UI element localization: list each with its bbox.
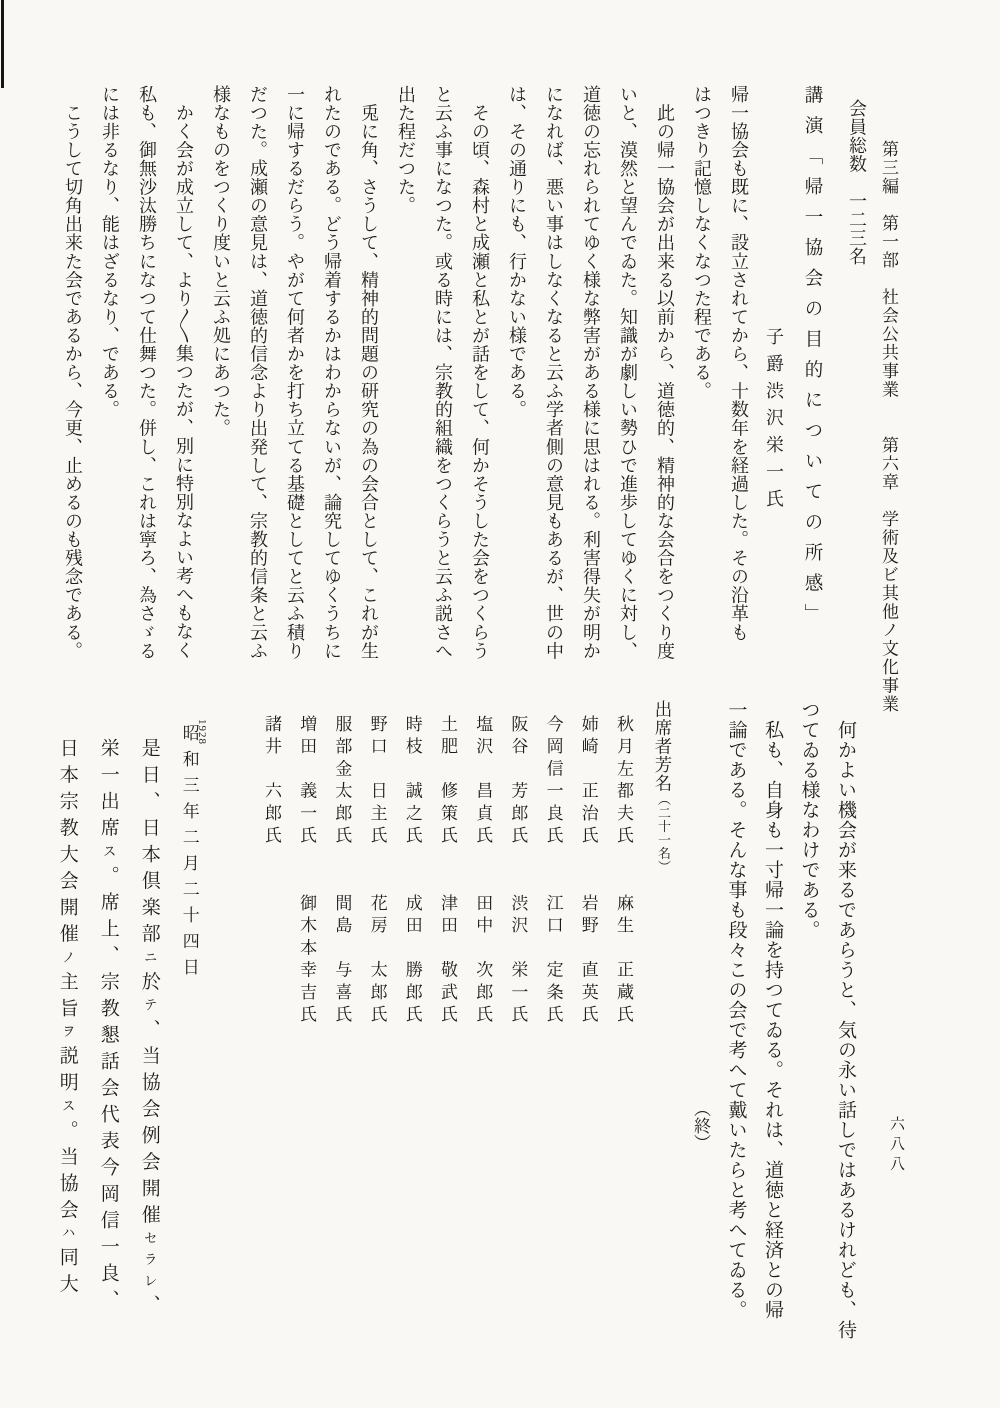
text-line: と云ふ事になつた。或る時には、宗教的組織をつくらうと云ふ説さへ (433, 85, 453, 661)
lower-text-band (47, 700, 863, 1340)
text-line: 帰一協会も既に、設立されてから、十数年を経過した。その沿革も (729, 85, 749, 642)
text-line: こうして切角出来た会であるから、今更、止めるのも残念である。 (63, 85, 83, 661)
attendee-name: 姉崎 正治氏 (578, 715, 598, 849)
attendee-name: 田中 次郎氏 (473, 894, 493, 1028)
text-line: つてゐる様なわけである。 (798, 700, 820, 940)
attendee-column (289, 700, 324, 1328)
text-line: かく会が成立して、より〳〵集つたが、別に特別なよい考へもなく (174, 85, 194, 660)
text-line: いと、漠然と望んでゐた。知識が劇しい勢ひで進歩してゆくに対し、 (618, 85, 638, 661)
attendee-name: 服部金太郎氏 (332, 715, 352, 849)
attendee-column (395, 700, 430, 1328)
text-line: になれば、悪い事はしなくなると云ふ学者側の意見もあるが、世の中 (544, 85, 564, 661)
text-line: 道徳の忘れられてゆく様な弊害がある様に思はれる。利害得失が明か (581, 85, 601, 661)
event-note-line: 是日、日本倶楽部ニ於テ、当協会例会開催セラレ、 (138, 738, 160, 1321)
text-line: だつた。成瀬の意見は、道徳的信念より出発して、宗教的信条と云ふ (248, 85, 268, 661)
attendees-count: （二十一名） (656, 792, 671, 874)
attendee-name: 野口 日主氏 (367, 715, 387, 849)
text-line: 私も、御無沙汰勝ちになつて仕舞つた。併し、これは寧ろ、為さゞる (137, 85, 157, 661)
page-number: 六八八 (888, 1116, 904, 1176)
attendee-name: 津田 敬武氏 (437, 894, 457, 1028)
attendee-name: 土肥 修策氏 (437, 715, 457, 849)
western-year-label: 1928 (196, 719, 208, 745)
event-note (47, 700, 170, 1328)
text-line: はつきり記憶しなくなつた程である。 (692, 85, 712, 401)
text-line: 出た程だつた。 (396, 85, 416, 215)
attendee-name: 塩沢 昌貞氏 (473, 715, 493, 849)
attendee-column (500, 700, 535, 1328)
attendee-name: 間島 与喜氏 (332, 894, 352, 1028)
attendee-column (535, 700, 570, 1328)
attendee-column (465, 700, 500, 1328)
text-line: 何かよい機会が来るであらうと、気の永い話しではあるけれども、待 (835, 700, 856, 1340)
text-line: 私も、自身も一寸帰一論を持つてゐる。それは、道徳と経済との帰 (762, 700, 783, 1320)
attendee-column (571, 700, 606, 1328)
attendee-name: 岩野 直英氏 (578, 894, 598, 1028)
running-head: 第三編 第一部 社会公共事業 第六章 学術及ビ其他ノ文化事業 (879, 140, 898, 714)
attendees-heading-text: 出席者芳名 (653, 700, 673, 793)
attendee-column (359, 700, 394, 1328)
lecture-text-part2 (717, 700, 863, 1340)
attendee-name: 時枝 誠之氏 (402, 715, 422, 849)
attendee-column (430, 700, 465, 1328)
attendee-name: 諸井 六郎氏 (261, 715, 281, 849)
attendee-column (254, 700, 289, 1328)
attendee-name: 阪谷 芳郎氏 (508, 715, 528, 849)
end-mark: （終） (691, 1100, 710, 1151)
attendee-name: 江口 定条氏 (543, 894, 563, 1028)
member-count-line: 会員総数 一二三名 (847, 99, 867, 266)
speaker-title: 子爵 (764, 327, 784, 381)
event-note-line: 日本宗教大会開催ノ主旨ヲ説明ス。当協会ハ同大 (56, 738, 78, 1300)
event-date: 昭和三年二月二十四日 (179, 724, 199, 984)
text-line: れたのである。どう帰着するかはわからないが、論究してゆくうちに (322, 85, 342, 661)
speaker-line (757, 85, 790, 667)
lecture-text-part1 (54, 85, 757, 667)
attendee-name: 麻生 正蔵氏 (614, 894, 633, 1028)
text-line: 此の帰一協会が出来る以前から、道徳的、精神的な会合をつくり度 (655, 85, 675, 661)
attendee-name: 増田 義一氏 (297, 715, 317, 849)
scan-edge-artifact (1, 0, 4, 88)
attendee-name: 花房 太郎氏 (367, 894, 387, 1028)
attendee-name: 成田 勝郎氏 (402, 894, 422, 1028)
attendee-name: 秋月左都夫氏 (614, 715, 633, 849)
text-line: は、その通りにも、行かない様である。 (507, 85, 527, 419)
attendees-list (254, 700, 641, 1328)
text-line: 一に帰するだらう。やがて何者かを打ち立てる基礎としてと云ふ積り (285, 85, 305, 661)
text-line: には非るなり、能はざるなり、である。 (100, 85, 120, 419)
text-line: 一論である。そんな事も段々この会で考へて戴いたらと考へてゐる。 (725, 700, 747, 1320)
attendee-name: 渋沢 栄一氏 (508, 894, 528, 1028)
upper-text-band (54, 85, 875, 667)
attendees-heading (643, 700, 683, 1328)
attendee-name: 御木本幸吉氏 (297, 894, 317, 1028)
speaker-name: 渋沢栄一氏 (764, 381, 784, 516)
text-line: その頃、森村と成瀬と私とが話をして、何かそうした会をつくらう (470, 85, 490, 661)
attendee-name: 今岡信一良氏 (543, 715, 563, 849)
text-line: 兎に角、さうして、精神的問題の研究の為の会合として、これが生 (359, 85, 379, 661)
lecture-title: 講演「帰一協会の目的についての所感」 (802, 85, 822, 634)
event-note-line: 栄一出席ス。席上、宗教懇話会代表今岡信一良、 (97, 738, 119, 1316)
attendee-column (324, 700, 359, 1328)
text-line: 様なものをつくり度いと云ふ処にあつた。 (211, 85, 231, 438)
attendee-column (606, 700, 641, 1328)
